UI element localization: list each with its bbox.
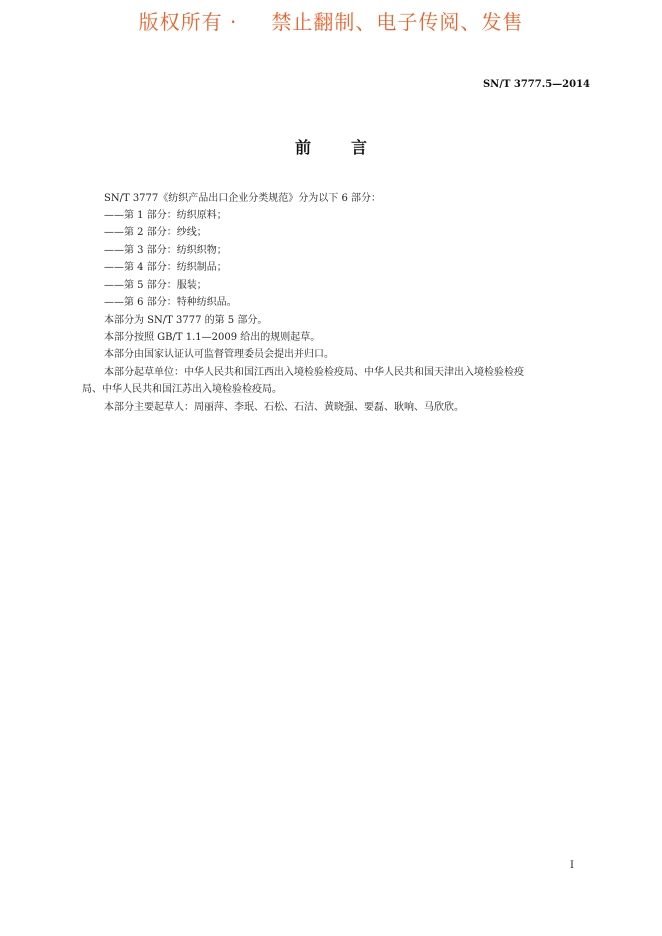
watermark-copyright: 版权所有 · xyxy=(138,10,238,34)
part-statement: 本部分为 SN/T 3777 的第 5 部分。 xyxy=(104,315,268,326)
watermark-restriction: 禁止翻制、电子传阅、发售 xyxy=(271,10,524,34)
drafting-rules: 本部分按照 GB/T 1.1—2009 给出的规则起草。 xyxy=(104,332,321,343)
part-item-6: ——第 6 部分：特种纺织品。 xyxy=(104,297,237,308)
watermark-banner xyxy=(0,6,662,35)
page-number: I xyxy=(570,860,574,871)
part-item-1: ——第 1 部分：纺织原料； xyxy=(104,210,227,221)
standard-code: SN/T 3777.5—2014 xyxy=(482,79,590,90)
drafting-units-line-2: 局、中华人民共和国江苏出入境检验检疫局。 xyxy=(82,384,282,395)
part-item-3: ——第 3 部分：纺织织物； xyxy=(104,245,227,256)
part-item-4: ——第 4 部分：纺织制品； xyxy=(104,262,227,273)
part-item-5: ——第 5 部分：服装； xyxy=(104,280,207,291)
drafting-units-line-1: 本部分起草单位：中华人民共和国江西出入境检验检疫局、中华人民共和国天津出入境检验检疫 xyxy=(104,367,524,378)
drafters-line: 本部分主要起草人：周丽萍、李珉、石松、石洁、黄晓强、要磊、耿响、马欣欣。 xyxy=(104,402,464,413)
intro-line: SN/T 3777《纺织产品出口企业分类规范》分为以下 6 部分： xyxy=(104,193,381,204)
part-item-2: ——第 2 部分：纱线； xyxy=(104,227,207,238)
page-title: 前言 xyxy=(294,138,407,157)
proposing-body: 本部分由国家认证认可监督管理委员会提出并归口。 xyxy=(104,349,334,360)
